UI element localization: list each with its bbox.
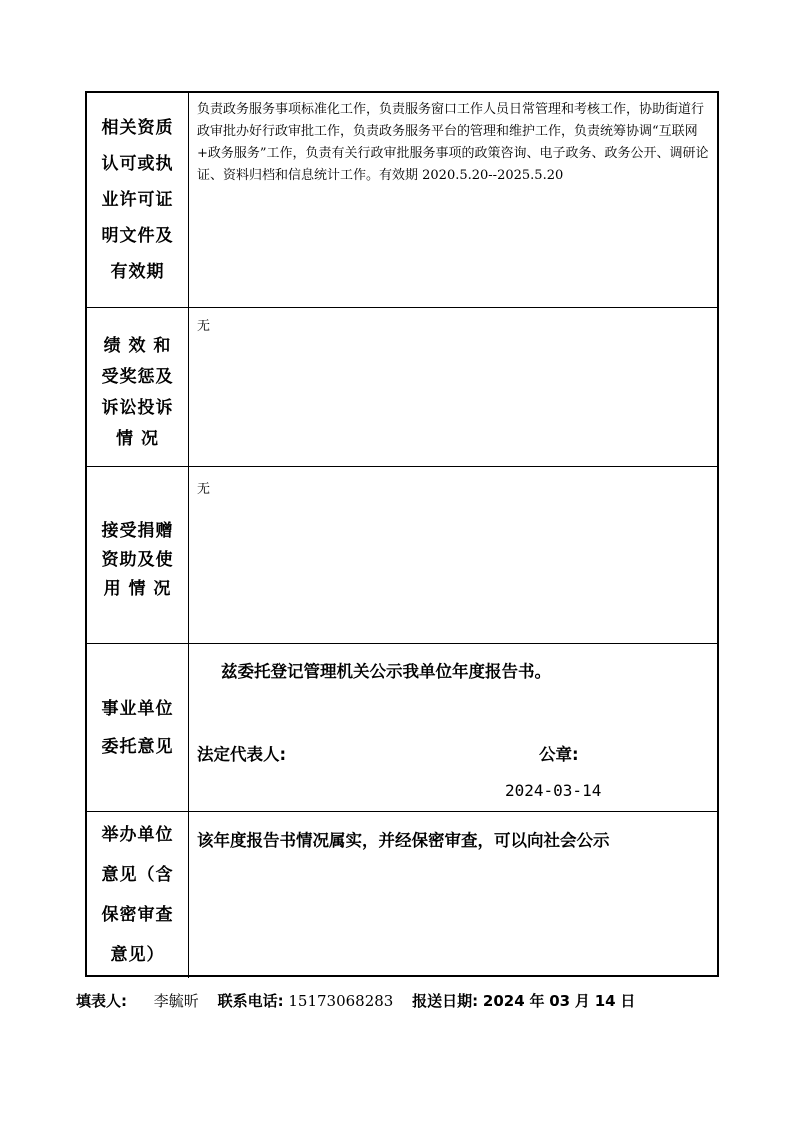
- entrust-date: 2024-03-14: [505, 781, 602, 800]
- label-line: 资助及使: [101, 550, 174, 570]
- submit-year: 2024: [482, 992, 525, 1010]
- report-footer: [76, 990, 716, 1011]
- day-char: 日: [620, 992, 636, 1010]
- filler-label: 填表人:: [76, 992, 127, 1010]
- filler-name: 李毓昕: [153, 992, 199, 1010]
- label-line: 保密审查: [101, 905, 174, 925]
- annual-report-table: [85, 91, 719, 977]
- label-line: 绩 效 和: [103, 335, 172, 356]
- official-seal-label: 公章:: [539, 745, 579, 764]
- legal-representative-label: 法定代表人:: [197, 745, 287, 764]
- row-sponsor: [87, 811, 717, 978]
- label-line: 事业单位: [101, 699, 174, 719]
- label-line: 诉讼投诉: [101, 397, 174, 418]
- row-donations: [87, 466, 717, 644]
- submit-month: 03: [549, 992, 571, 1010]
- submit-date-label: 报送日期:: [412, 992, 479, 1010]
- qualification-text: 负责政务服务事项标准化工作，负责服务窗口工作人员日常管理和考核工作，协助街道行政审批办好行政审批工作，负责政务服务平台的管理和维护工作，负责统筹协调“互联网+政务服务”工作，负责有关行政审批服务事项的政策咨询、电子政务、政务公开、调研论证、资料归档和信息统计工作。有效期 2020.5.20--2025.5.20: [197, 102, 709, 183]
- label-line: 有效期: [110, 262, 165, 282]
- entrust-statement: 兹委托登记管理机关公示我单位年度报告书。: [221, 662, 551, 681]
- label-line: 业许可证: [101, 190, 174, 210]
- label-line: 接受捐赠: [101, 521, 174, 541]
- label-line: 明文件及: [101, 226, 174, 246]
- donations-text: 无: [197, 482, 211, 497]
- year-char: 年: [529, 992, 545, 1010]
- performance-text: 无: [197, 319, 211, 334]
- label-donations: [87, 467, 189, 644]
- label-line: 意见（含: [101, 865, 174, 885]
- label-line: 委托意见: [101, 737, 174, 757]
- label-line: 举办单位: [101, 825, 174, 845]
- label-entrust: [87, 644, 189, 812]
- phone-label: 联系电话:: [217, 992, 284, 1010]
- label-line: 相关资质: [101, 118, 174, 138]
- label-line: 受奖惩及: [101, 366, 174, 387]
- row-entrust: [87, 643, 717, 812]
- label-qualification: [87, 93, 189, 307]
- submit-day: 14: [594, 992, 616, 1010]
- label-performance: [87, 308, 189, 467]
- phone-number: 15173068283: [288, 992, 394, 1010]
- month-char: 月: [574, 992, 590, 1010]
- sponsor-opinion-text: 该年度报告书情况属实，并经保密审查，可以向社会公示: [197, 831, 610, 850]
- label-line: 用 情 况: [103, 579, 172, 599]
- label-line: 情 况: [116, 428, 159, 449]
- row-performance: [87, 307, 717, 467]
- row-qualification: [87, 93, 717, 307]
- label-sponsor: [87, 812, 189, 978]
- label-line: 意见）: [110, 945, 165, 965]
- label-line: 认可或执: [101, 154, 174, 174]
